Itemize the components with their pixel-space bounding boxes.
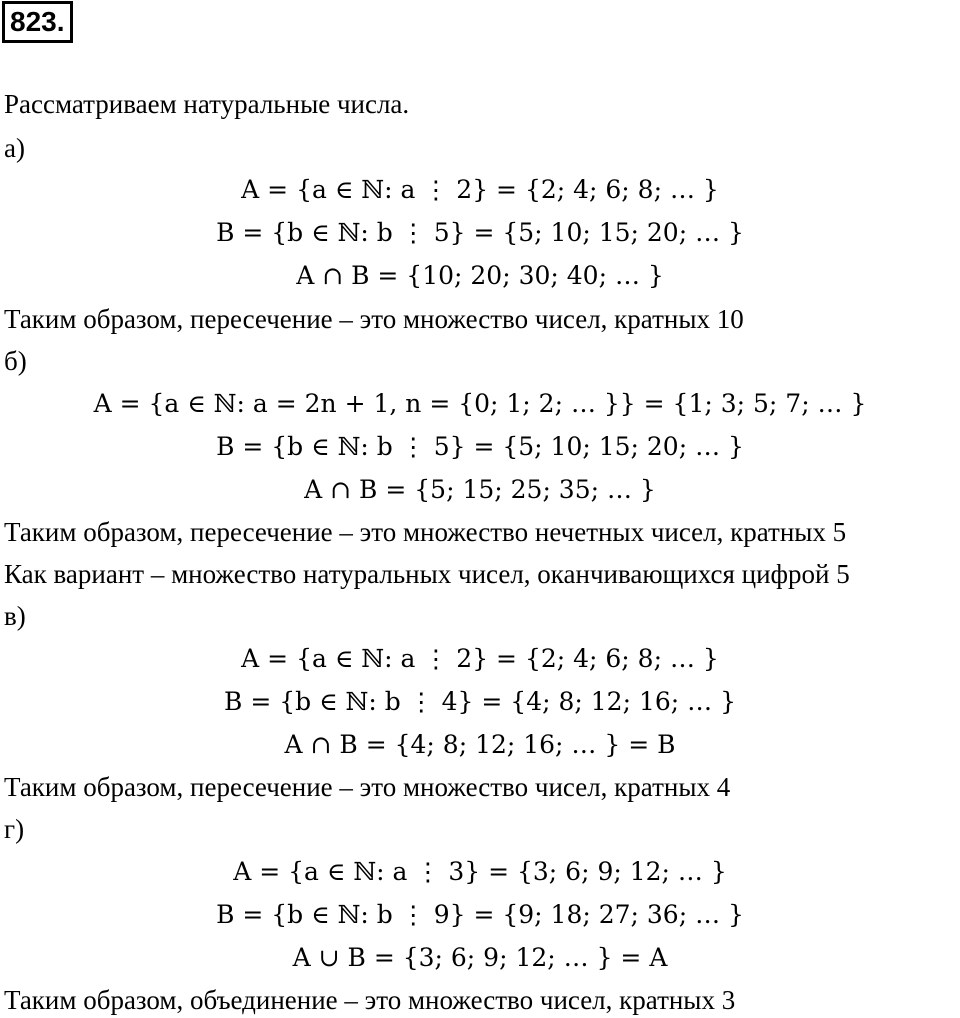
part-c-formula-3: A ∩ B = {4; 8; 12; 16; … } = B [284, 730, 676, 759]
part-b-conclusion-2: Как вариант – множество натуральных чисел, оканчивающихся цифрой 5 [4, 559, 850, 589]
part-d-formula-3: A ∪ B = {3; 6; 9; 12; … } = A [292, 943, 668, 972]
intro-text: Рассматриваем натуральные числа. [4, 89, 410, 119]
part-b-conclusion-1: Таким образом, пересечение – это множество нечетных чисел, кратных 5 [4, 517, 847, 547]
part-b-formula-3: A ∩ B = {5; 15; 25; 35; … } [304, 475, 656, 504]
problem-number: 823. [2, 1, 73, 43]
part-a-formula-1: A = {a ∈ ℕ: a ⋮ 2} = {2; 4; 6; 8; … } [241, 175, 719, 204]
part-c-label: в) [4, 601, 26, 631]
part-c-conclusion: Таким образом, пересечение – это множество чисел, кратных 4 [4, 772, 731, 802]
part-b-formula-1: A = {a ∈ ℕ: a = 2n + 1, n = {0; 1; 2; … }} = {1; 3; 5; 7; … } [93, 389, 867, 418]
part-c-formula-1: A = {a ∈ ℕ: a ⋮ 2} = {2; 4; 6; 8; … } [241, 644, 719, 673]
part-d-label: г) [4, 814, 25, 844]
part-c-formula-2: B = {b ∈ ℕ: b ⋮ 4} = {4; 8; 12; 16; … } [224, 687, 736, 716]
part-b-label: б) [4, 346, 27, 376]
part-d-conclusion: Таким образом, объединение – это множество чисел, кратных 3 [4, 985, 736, 1015]
part-d-formula-1: A = {a ∈ ℕ: a ⋮ 3} = {3; 6; 9; 12; … } [233, 857, 727, 886]
part-a-formula-3: A ∩ B = {10; 20; 30; 40; … } [296, 261, 664, 290]
part-a-formula-2: B = {b ∈ ℕ: b ⋮ 5} = {5; 10; 15; 20; … } [216, 218, 744, 247]
part-a-label: а) [4, 133, 25, 163]
part-b-formula-2: B = {b ∈ ℕ: b ⋮ 5} = {5; 10; 15; 20; … } [216, 432, 744, 461]
part-a-conclusion: Таким образом, пересечение – это множество чисел, кратных 10 [4, 304, 744, 334]
part-d-formula-2: B = {b ∈ ℕ: b ⋮ 9} = {9; 18; 27; 36; … } [216, 900, 744, 929]
